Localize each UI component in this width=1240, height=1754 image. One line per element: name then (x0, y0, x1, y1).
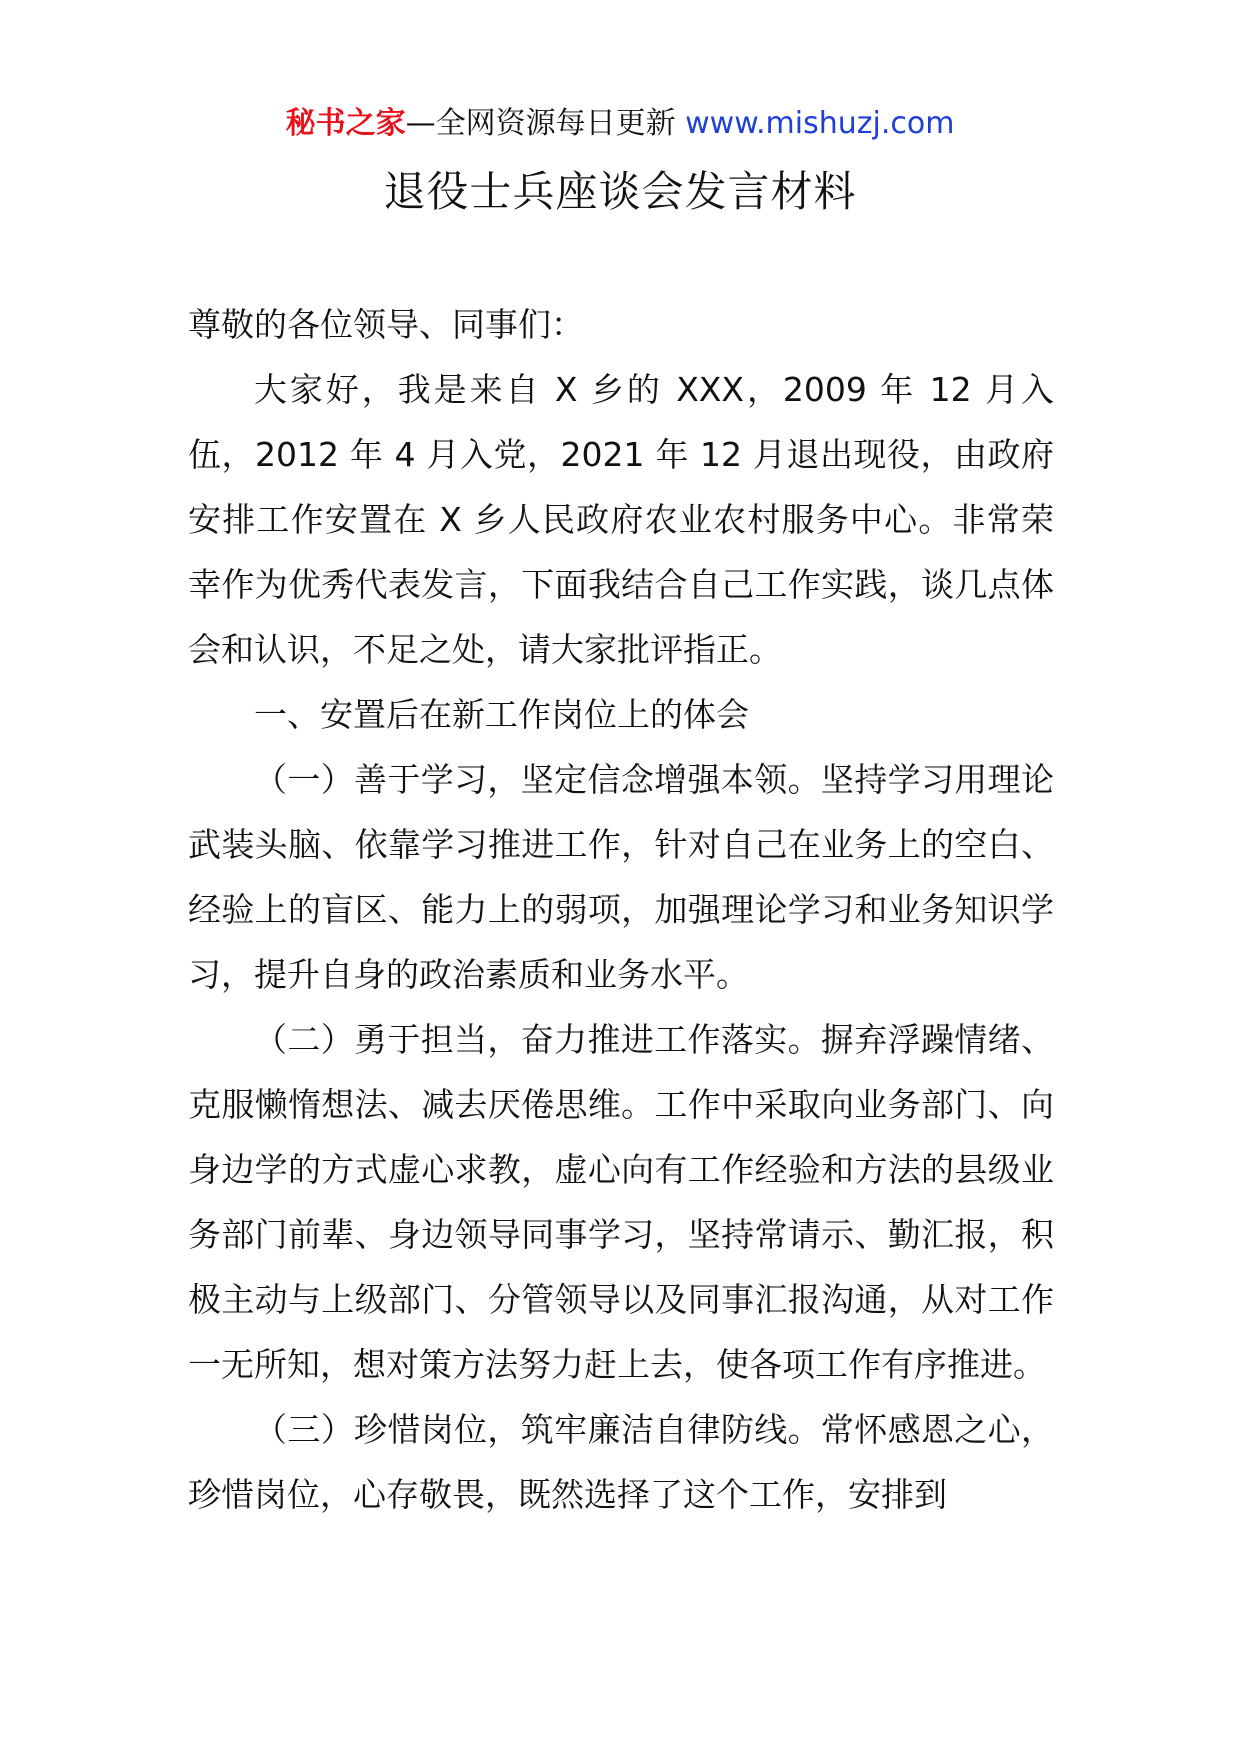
section-heading: 一、安置后在新工作岗位上的体会 (254, 695, 749, 734)
watermark-header (0, 104, 1240, 144)
intro-paragraph: 大家好，我是来自 X 乡的 XXX，2009 年 12 月入伍，2012 年 4 月入党，2021 年 12 月退出现役，由政府安排工作安置在 X 乡人民政府农业农村服务中心。非常荣幸作为优秀代表发言，下面我结合自己工作实践，谈几点体会和认识，不足之处，请大家批评指正。 (188, 370, 1054, 669)
salutation: 尊敬的各位领导、同事们： (188, 305, 584, 344)
site-link[interactable]: www.mishuzj.com (685, 106, 955, 141)
header-slogan: —全网资源每日更新 (405, 106, 676, 141)
paragraph-item-3: （三）珍惜岗位，筑牢廉洁自律防线。常怀感恩之心，珍惜岗位，心存敬畏，既然选择了这个工作，安排到 (188, 1410, 1054, 1514)
document-title: 退役士兵座谈会发言材料 (383, 167, 857, 216)
paragraph-item-2: （二）勇于担当，奋力推进工作落实。摒弃浮躁情绪、克服懒惰想法、减去厌倦思维。工作中采取向业务部门、向身边学的方式虚心求教，虚心向有工作经验和方法的县级业务部门前辈、身边领导同事学习，坚持常请示、勤汇报，积极主动与上级部门、分管领导以及同事汇报沟通，从对工作一无所知，想对策方法努力赶上去，使各项工作有序推进。 (188, 1020, 1054, 1384)
brand-name: 秘书之家 (285, 106, 406, 141)
paragraph-item-1: （一）善于学习，坚定信念增强本领。坚持学习用理论武装头脑、依靠学习推进工作，针对自己在业务上的空白、经验上的盲区、能力上的弱项，加强理论学习和业务知识学习，提升自身的政治素质和业务水平。 (188, 760, 1054, 994)
document-body (188, 292, 1054, 1527)
